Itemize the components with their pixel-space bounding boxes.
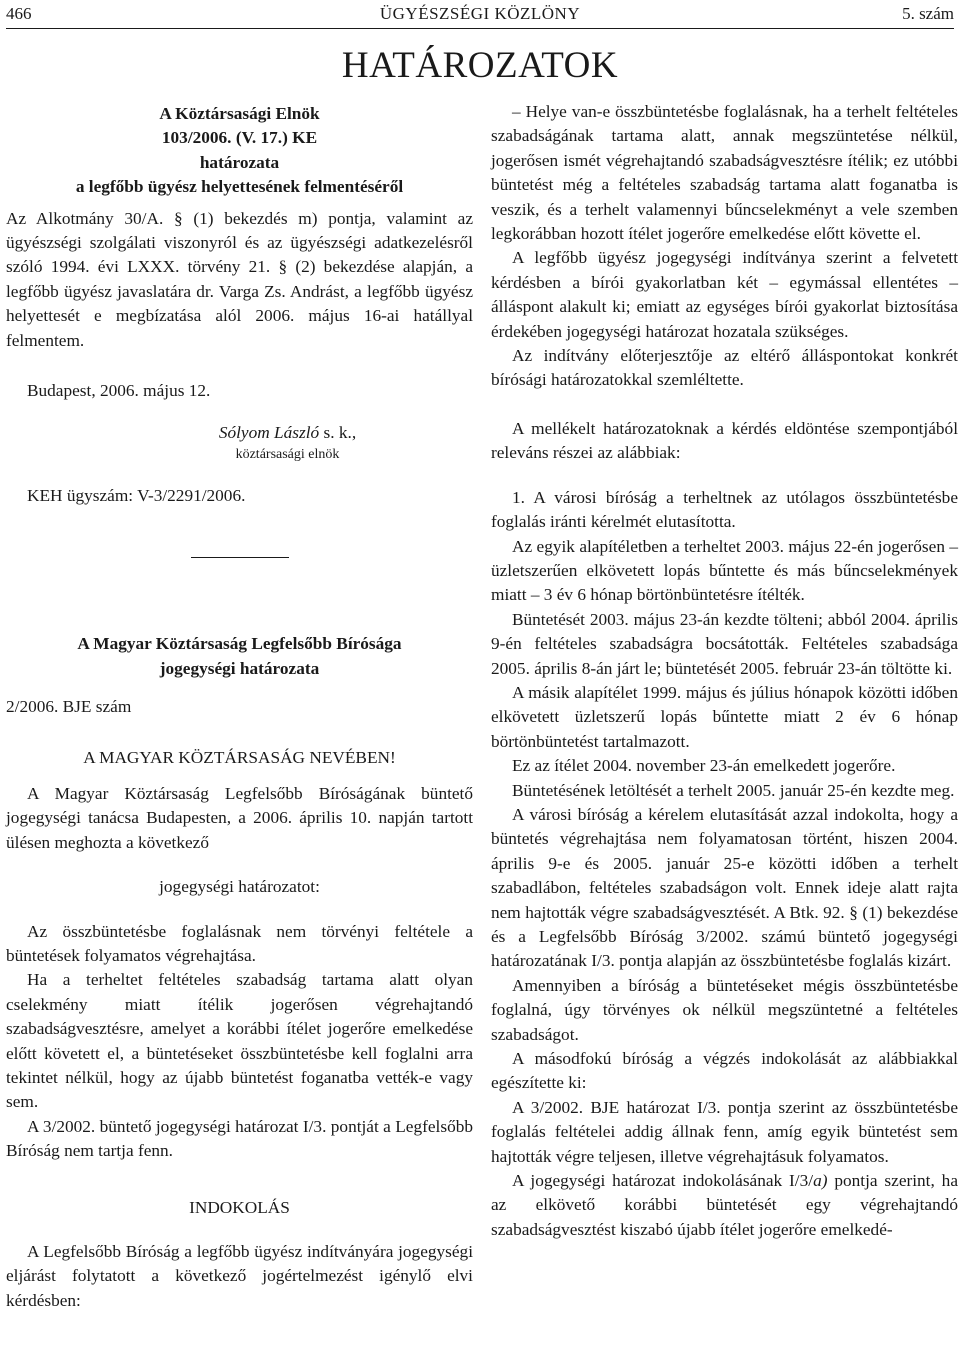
body-paragraph: A másodfokú bíróság a végzés indokolását az alábbiakkal egészítette ki: xyxy=(491,1049,958,1093)
issue-number: 5. szám xyxy=(902,4,954,23)
decision-body: Az Alkotmány 30/A. § (1) bekezdés m) pontja, valamint az ügyészségi szolgálati viszonyról és az ügyészségi adatkezelésről szóló 1994. évi LXXX. törvény 21. § (2) bekezdése alapján, a legfőbb ügyész javaslatára dr. Varga Zs. Andrást, a legfőbb ügyész helyettesét e megbízatása alól 2006. május 16-ai hatállyal felmentem. xyxy=(6,208,473,350)
case-number: KEH ügyszám: V-3/2291/2006. xyxy=(27,485,246,505)
court-paragraph: A Legfelsőbb Bíróság a legfőbb ügyész indítványára jogegységi eljárást folytatott a következő jogértelmezést igénylő elvi kérdésben: xyxy=(6,1242,473,1310)
body-paragraph: A városi bíróság a kérelem elutasítását azzal indokolta, hogy a büntetés végrehajtása nem folyamatosan történt, hiszen 2004. április 9-e és 2005. január 25-e közötti időben a terhelt szabadlábon, feltételes szabadságon volt. Ennek ideje alatt rajta nem hajtották végre szabadságvesztését. A Btk. 92. § (1) bekezdése és a Legfelsőbb Bíróság 3/2002. számú büntető jogegységi határozatának I/3. pontja alapján az összbüntetésbe foglalás kizárt. xyxy=(491,804,958,971)
signer-name: Sólyom László xyxy=(218,423,320,443)
body-paragraph: Az egyik alapítéletben a terheltet 2003. május 22-én jogerősen – üzletszerűen elkövetett lopás bűntette és más bűncselekmények miatt – 3 év 6 hónap börtönbüntetésre ítélték. xyxy=(491,536,958,605)
body-paragraph xyxy=(491,1169,958,1242)
italic-ref: a) xyxy=(813,1171,828,1191)
body-paragraph: Büntetését 2003. május 23-án kezdte tölteni; abból 2004. április 9-én feltételes szabadságra bocsátották. Feltételes szabadsága 2005. április 8-án járt le; büntetését 2005. február 23-án töltötte ki. xyxy=(491,609,958,678)
body-paragraph: A másik alapítélet 1999. május és július hónapok közötti időben elkövetett üzletszerű lopás bűntette miatt 2 év 6 hónap börtönbüntetést tartalmazott. xyxy=(491,682,958,751)
signer-title: köztársasági elnök xyxy=(235,446,340,462)
body-paragraph: Az indítvány előterjesztője az eltérő álláspontokat konkrét bírósági határozatokkal szemléltette. xyxy=(491,346,958,390)
court-paragraph: Az összbüntetésbe foglalásnak nem törvényi feltétele a büntetések folyamatos végrehajtása. xyxy=(6,921,473,965)
in-the-name-heading: A MAGYAR KÖZTÁRSASÁG NEVÉBEN! xyxy=(83,747,396,767)
body-paragraph: – Helye van-e összbüntetésbe foglalásnak, ha a terhelt feltételes szabadságának tartama alatt, annak megszüntetése nélkül, jogerősen ismét végrehajtandó szabadságvesztésre ítélik; ez utóbbi büntetést még a feltételes szabadság tartama alatt foganatba is veszik, és a terhelt valamennyi bűncselekményt a vele szemben legkorábban hozott ítélet jogerőre emelkedése előtt követte el. xyxy=(491,102,958,244)
text-run: pontja szerint, ha az elkövető korábbi büntetését egy végrehajtandó szabadságvesztést kiszabó újabb ítélet jogerőre emelkedé- xyxy=(491,1171,958,1239)
court-name: A Magyar Köztársaság Legfelsőbb Bírósága xyxy=(77,634,402,654)
signature-block xyxy=(6,421,473,463)
reasoning-heading: INDOKOLÁS xyxy=(189,1197,290,1217)
body-paragraph: Büntetésének letöltését a terhelt 2005. január 25-én kezdte meg. xyxy=(512,780,955,800)
body-paragraph: A mellékelt határozatoknak a kérdés eldöntése szempontjából releváns részei az alábbiak: xyxy=(491,418,958,463)
place-and-date: Budapest, 2006. május 12. xyxy=(27,381,211,401)
right-column xyxy=(491,100,958,1242)
page-header xyxy=(6,4,954,24)
body-paragraph: Amennyiben a bíróság a büntetéseket mégis összbüntetésbe foglalná, úgy törvényes ok nélkül megszüntetné a feltételes szabadságot. xyxy=(491,975,958,1044)
body-paragraph: A legfőbb ügyész jogegységi indítványa szerint a felvetett kérdésben a bírói gyakorlatban két – egymással ellentétes – álláspont alakult ki; emiatt az egységes bírói gyakorlat biztosítása érdekében jogegységi határozat hozatala szükséges. xyxy=(491,248,958,341)
court-paragraph: A 3/2002. büntető jogegységi határozat I/3. pontját a Legfelsőbb Bíróság nem tartja fenn. xyxy=(6,1116,473,1161)
journal-title: ÜGYÉSZSÉGI KÖZLÖNY xyxy=(379,4,581,23)
signer-sk: s. k., xyxy=(319,423,357,443)
decision-number: 103/2006. (V. 17.) KE xyxy=(161,128,318,148)
text-run: A jogegységi határozat indokolásának I/3/ xyxy=(512,1171,814,1191)
body-paragraph: A 3/2002. BJE határozat I/3. pontja szerint az összbüntetésbe foglalás feltételei addig állnak fenn, amíg egyik büntetést sem hajtották végre teljesen, illetve végrehajtásuk folyamatos. xyxy=(491,1097,958,1166)
court-paragraph: A Magyar Köztársaság Legfelsőbb Bíróságának büntető jogegységi tanácsa Budapesten, a 2006. április 10. napján tartott ülésen meghozta a következő xyxy=(6,783,473,852)
court-paragraph: Ha a terheltet feltételes szabadság tartama alatt olyan cselekmény miatt ítélik jogerősen végrehajtandó szabadságvesztésre, amelyet a korábbi ítélet jogerőre emelkedése előtt követett el, a büntetéseket összbüntetésbe kell foglalni arra tekintet nélkül, hogy az újabb büntetést foganatba vették-e vagy sem. xyxy=(6,970,473,1112)
left-column xyxy=(6,100,473,1313)
body-paragraph: Ez az ítélet 2004. november 23-án emelkedett jogerőre. xyxy=(512,756,896,776)
decision-heading: jogegységi határozatot: xyxy=(159,877,320,897)
court-decision-type: jogegységi határozata xyxy=(159,658,320,678)
separator-rule xyxy=(191,557,289,558)
court-decision-number: 2/2006. BJE szám xyxy=(6,697,132,717)
page-number: 466 xyxy=(6,4,32,23)
decision-type: határozata xyxy=(199,152,280,172)
decision-issuer: A Köztársasági Elnök xyxy=(159,104,320,123)
body-paragraph: 1. A városi bíróság a terheltnek az utólagos összbüntetésbe foglalás iránti kérelmét elutasította. xyxy=(491,487,958,532)
header-rule xyxy=(6,28,954,29)
section-title: HATÁROZATOK xyxy=(341,45,619,86)
decision-subject: a legfőbb ügyész helyettesének felmentéséről xyxy=(75,177,404,197)
